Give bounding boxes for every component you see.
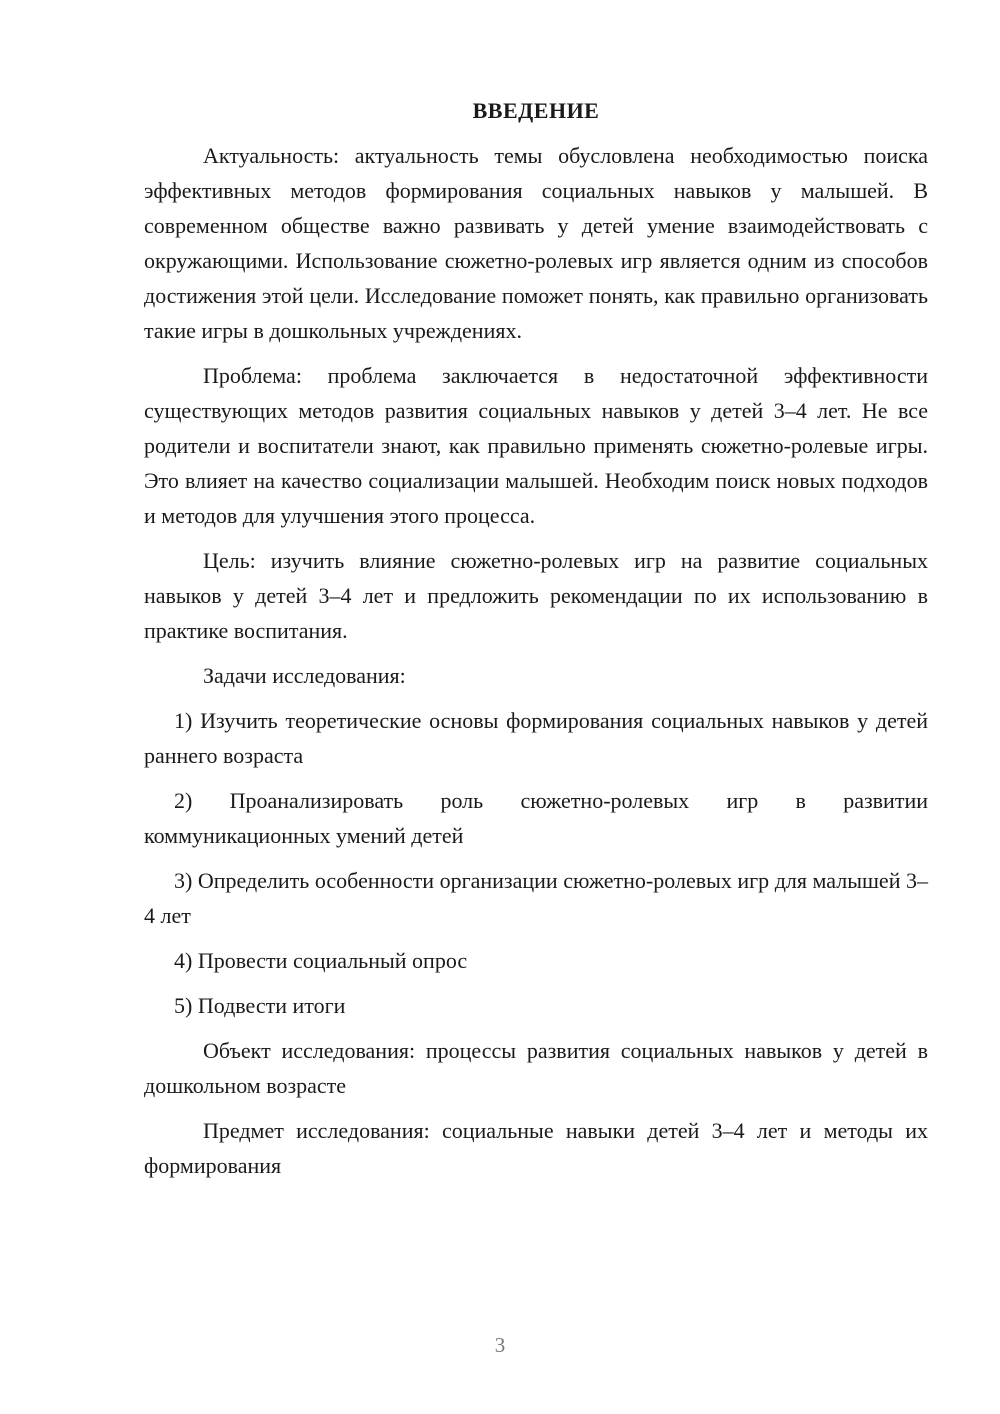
page-content: [144, 96, 928, 1193]
tasks-list: [144, 703, 928, 1023]
paragraph-relevance: Актуальность: актуальность темы обусловлена необходимостью поиска эффективных методов формирования социальных навыков у малышей. В современном обществе важно развивать у детей умение взаимодействовать с окружающими. Использование сюжетно-ролевых игр является одним из способов достижения этой цели. Исследование поможет понять, как правильно организовать такие игры в дошкольных учреждениях.: [144, 143, 928, 343]
list-item: 3) Определить особенности организации сюжетно-ролевых игр для малышей 3–4 лет: [144, 868, 928, 928]
list-item: 1) Изучить теоретические основы формирования социальных навыков у детей раннего возраста: [144, 708, 928, 768]
paragraph-problem: Проблема: проблема заключается в недостаточной эффективности существующих методов развития социальных навыков у детей 3–4 лет. Не все родители и воспитатели знают, как правильно применять сюжетно-ролевые игры. Это влияет на качество социализации малышей. Необходим поиск новых подходов и методов для улучшения этого процесса.: [144, 363, 928, 528]
paragraph-subject: Предмет исследования: социальные навыки детей 3–4 лет и методы их формирования: [144, 1118, 928, 1178]
paragraph-tasks-heading: Задачи исследования:: [203, 663, 406, 688]
section-title: ВВЕДЕНИЕ: [472, 98, 600, 123]
paragraph-object: Объект исследования: процессы развития социальных навыков у детей в дошкольном возрасте: [144, 1038, 928, 1098]
list-item: 4) Провести социальный опрос: [174, 948, 468, 973]
list-item: 5) Подвести итоги: [174, 993, 346, 1018]
page-number: 3: [494, 1333, 506, 1357]
list-item: 2) Проанализировать роль сюжетно-ролевых игр в развитии коммуникационных умений детей: [144, 788, 928, 848]
paragraph-goal: Цель: изучить влияние сюжетно-ролевых игр на развитие социальных навыков у детей 3–4 лет и предложить рекомендации по их использованию в практике воспитания.: [144, 548, 928, 643]
